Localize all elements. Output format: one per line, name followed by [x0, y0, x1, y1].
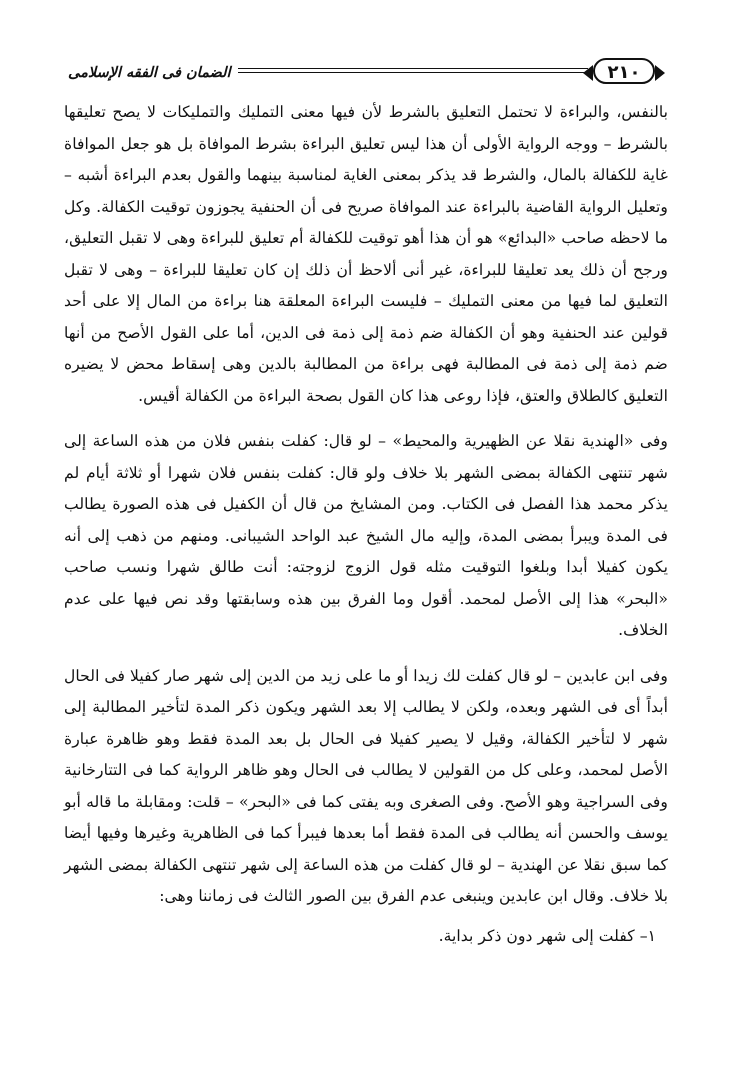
page-number: ٢١٠ — [593, 58, 655, 84]
running-head-title: الضمان فى الفقه الإسلامى — [68, 65, 231, 81]
body-text — [64, 96, 668, 951]
paragraph: وفى «الهندية نقلا عن الظهيرية والمحيط» – لو قال: كفلت بنفس فلان من هذه الساعة إلى شهر تنتهى الكفالة بمضى الشهر بلا خلاف ولو قال: كفلت بنفس فلان شهرا أو ثلاثة أيام لم يذكر محمد هذا الفصل فى الكتاب. ومن المشايخ من قال أن الكفيل فى هذه الصورة يطالب فى المدة ويبرأ بمضى المدة، وإليه مال الشيخ عبد الواحد الشيبانى. ومنهم من ذهب إلى أنه يكون كفيلا أبدا وبلغوا التوقيت مثله قول الزوج لزوجته: أنت طالق شهرا ونسب صاحب «البحر» هذا إلى الأصل لمحمد. أقول وما الفرق بين هذه وسابقتها وقد نص فيها على عدم الخلاف. — [64, 431, 668, 639]
paragraph: بالنفس، والبراءة لا تحتمل التعليق بالشرط لأن فيها معنى التمليك والتمليكات لا يصح تعليقها بالشرط – ووجه الرواية الأولى أن هذا ليس تعليق البراءة بشرط الموافاة بل هو جعل الموافاة غاية للكفالة بالمال، والشرط قد يذكر بمعنى الغاية لمناسبة بينهما والقول بعدم البراءة أشبه – وتعليل الرواية القاضية بالبراءة عند الموافاة صريح فى أن الحنفية يجوزون توقيت الكفالة. وكل ما لاحظه صاحب «البدائع» هو أن هذا أهو توقيت للكفالة أم تعليق للبراءة وهى لا تقبل التعليق، ورجح أن ذلك يعد تعليقا للبراءة، غير أنى ألاحظ أن ذلك إن كان تعليقا للبراءة – وهى لا تقبل التعليق لما فيها من معنى التمليك – فليست البراءة المعلقة هنا براءة من المال إلا على أحد قولين عند الحنفية وهو أن الكفالة ضم ذمة إلى ذمة فى الدين، أما على القول الأصح من أنها ضم ذمة إلى ذمة فى المطالبة فهى براءة من المطالبة بالدين وهى إسقاط محض لا يضيره التعليق كالطلاق والعتق، فإذا روعى هذا كان القول بصحة البراءة من الكفالة أقيس. — [64, 102, 668, 405]
header-rule — [238, 68, 588, 78]
list-item: ١– كفلت إلى شهر دون ذكر بداية. — [438, 925, 656, 945]
page-header — [58, 58, 660, 88]
paragraph: وفى ابن عابدين – لو قال كفلت لك زيدا أو ما على زيد من الدين إلى شهر صار كفيلا فى الحال أبداً أى فى الشهر وبعده، ولكن لا يطالب إلا بعد الشهر ويكون ذكر المدة لتأخير المطالبة إلى شهر لا لتأخير الكفالة، وقيل لا يصير كفيلا فى الحال بل بعد المدة فقط وهو ظاهرة عبارة الأصل لمحمد، وعلى كل من القولين لا يطالب فى الحال وهو ظاهر الرواية كما فى التتارخانية وفى السراجية وهو الأصح. وفى الصغرى وبه يفتى كما فى «البحر» – قلت: ومقابلة ما قاله أبو يوسف والحسن أنه يطالب فى المدة فقط أما بعدها فيبرأ كما فى الظاهرية وغيرها وفيها أيضا كما سبق نقلا عن الهندية – لو قال كفلت من هذه الساعة إلى شهر تنتهى الكفالة بمضى الشهر بلا خلاف. وقال ابن عابدين وينبغى عدم الفرق بين الصور الثالث فى زماننا وهى: — [64, 665, 668, 905]
